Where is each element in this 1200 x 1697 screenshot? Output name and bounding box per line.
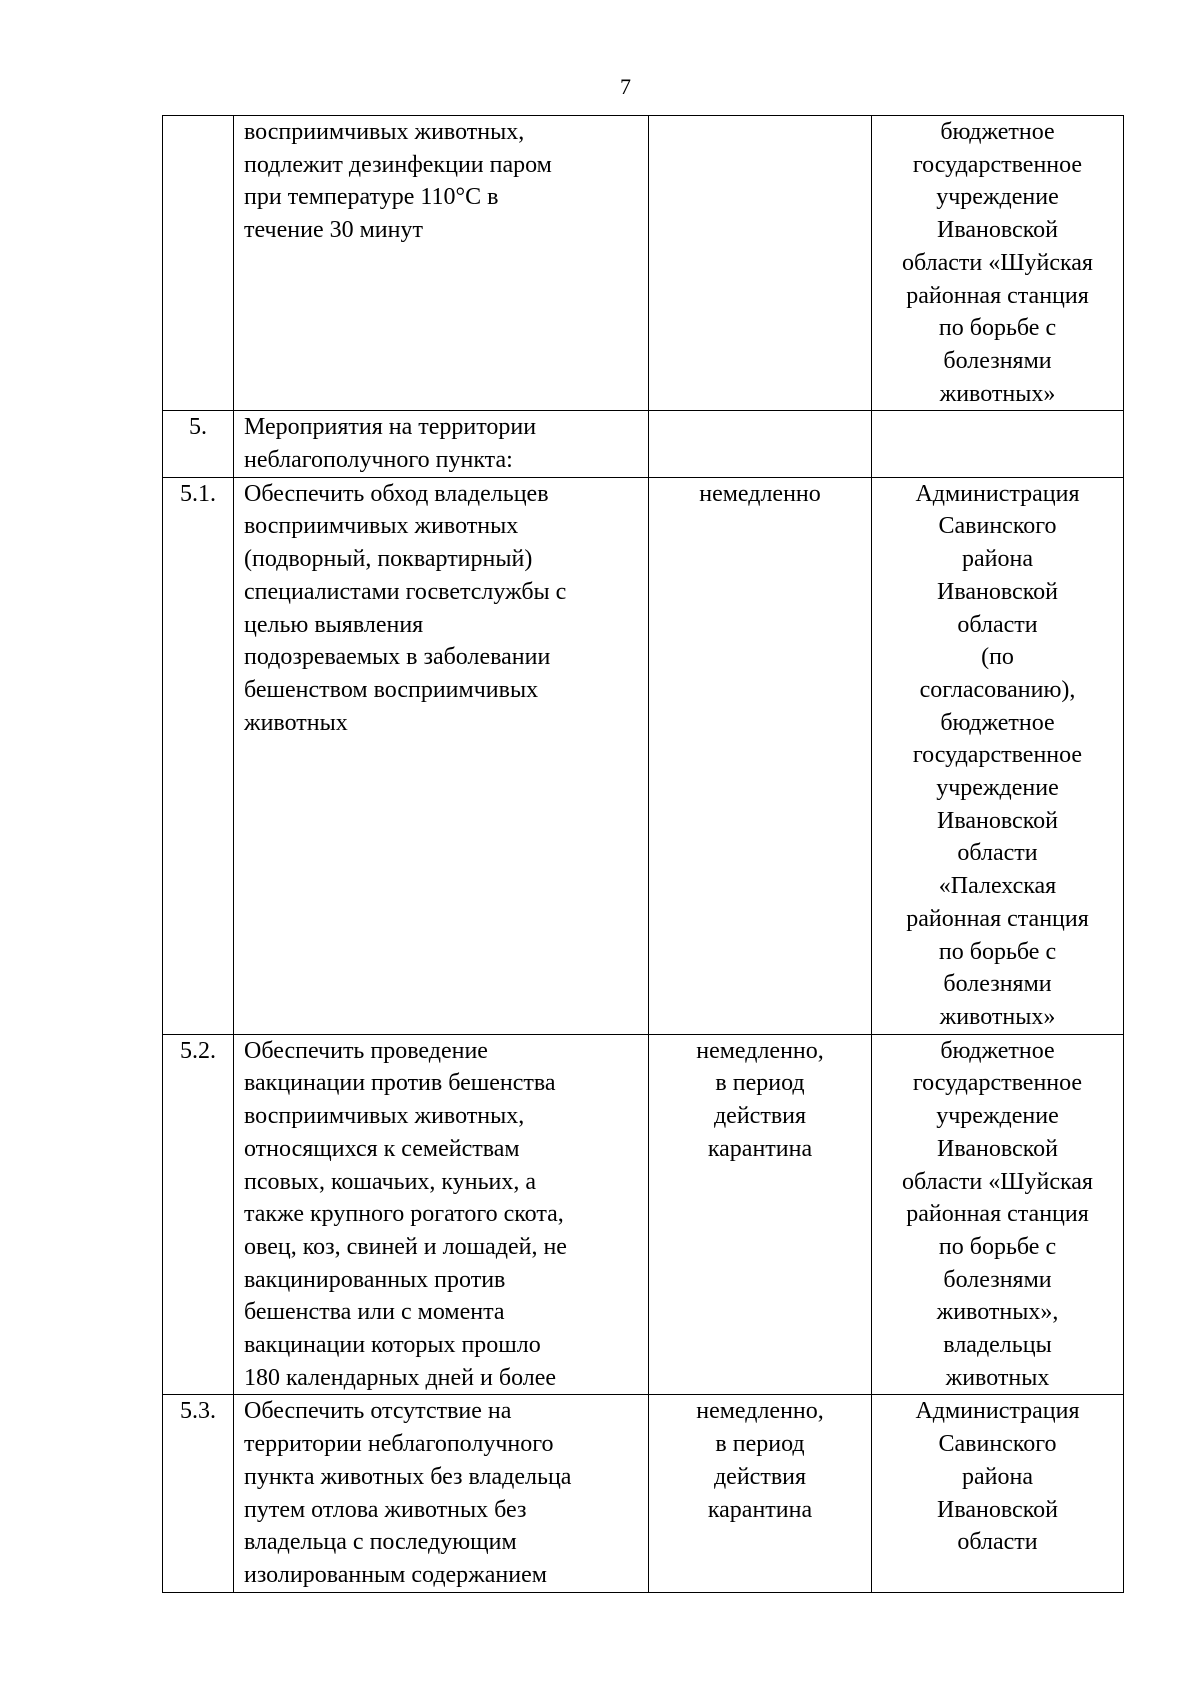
row-action: Обеспечить отсутствие на территории неблагополучного пункта животных без владельца путем отлова животных без владельца с последующим изолированным содержанием — [234, 1395, 649, 1592]
row-action: Обеспечить обход владельцев восприимчивых животных (подворный, поквартирный) специалистами госветслужбы с целью выявления подозреваемых в заболевании бешенством восприимчивых животных — [234, 477, 649, 1034]
row-responsible: бюджетное государственное учреждение Ивановской области «Шуйская районная станция по борьбе с болезнями животных», владельцы животных — [872, 1034, 1124, 1395]
measures-table — [162, 115, 1124, 1593]
table-row — [163, 116, 1124, 411]
row-term — [649, 411, 872, 477]
row-number: 5.1. — [163, 477, 234, 1034]
table-row — [163, 1034, 1124, 1395]
row-term: немедленно, в период действия карантина — [649, 1034, 872, 1395]
row-responsible — [872, 411, 1124, 477]
table-row — [163, 411, 1124, 477]
row-term: немедленно — [649, 477, 872, 1034]
table-row — [163, 477, 1124, 1034]
row-number: 5.3. — [163, 1395, 234, 1592]
row-action: Обеспечить проведение вакцинации против бешенства восприимчивых животных, относящихся к семействам псовых, кошачьих, куньих, а также крупного рогатого скота, овец, коз, свиней и лошадей, не вакцинированных против бешенства или с момента вакцинации которых прошло 180 календарных дней и более — [234, 1034, 649, 1395]
row-responsible: Администрация Савинского района Ивановской области (по согласованию), бюджетное государственное учреждение Ивановской области «Палехская районная станция по борьбе с болезнями животных» — [872, 477, 1124, 1034]
row-responsible: Администрация Савинского района Ивановской области — [872, 1395, 1124, 1592]
row-term — [649, 116, 872, 411]
row-action: восприимчивых животных, подлежит дезинфекции паром при температуре 110°С в течение 30 минут — [234, 116, 649, 411]
row-number: 5.2. — [163, 1034, 234, 1395]
table-row — [163, 1395, 1124, 1592]
row-number: 5. — [163, 411, 234, 477]
page-number: 7 — [620, 74, 631, 99]
row-action: Мероприятия на территории неблагополучного пункта: — [234, 411, 649, 477]
row-number — [163, 116, 234, 411]
row-responsible: бюджетное государственное учреждение Ивановской области «Шуйская районная станция по борьбе с болезнями животных» — [872, 116, 1124, 411]
row-term: немедленно, в период действия карантина — [649, 1395, 872, 1592]
